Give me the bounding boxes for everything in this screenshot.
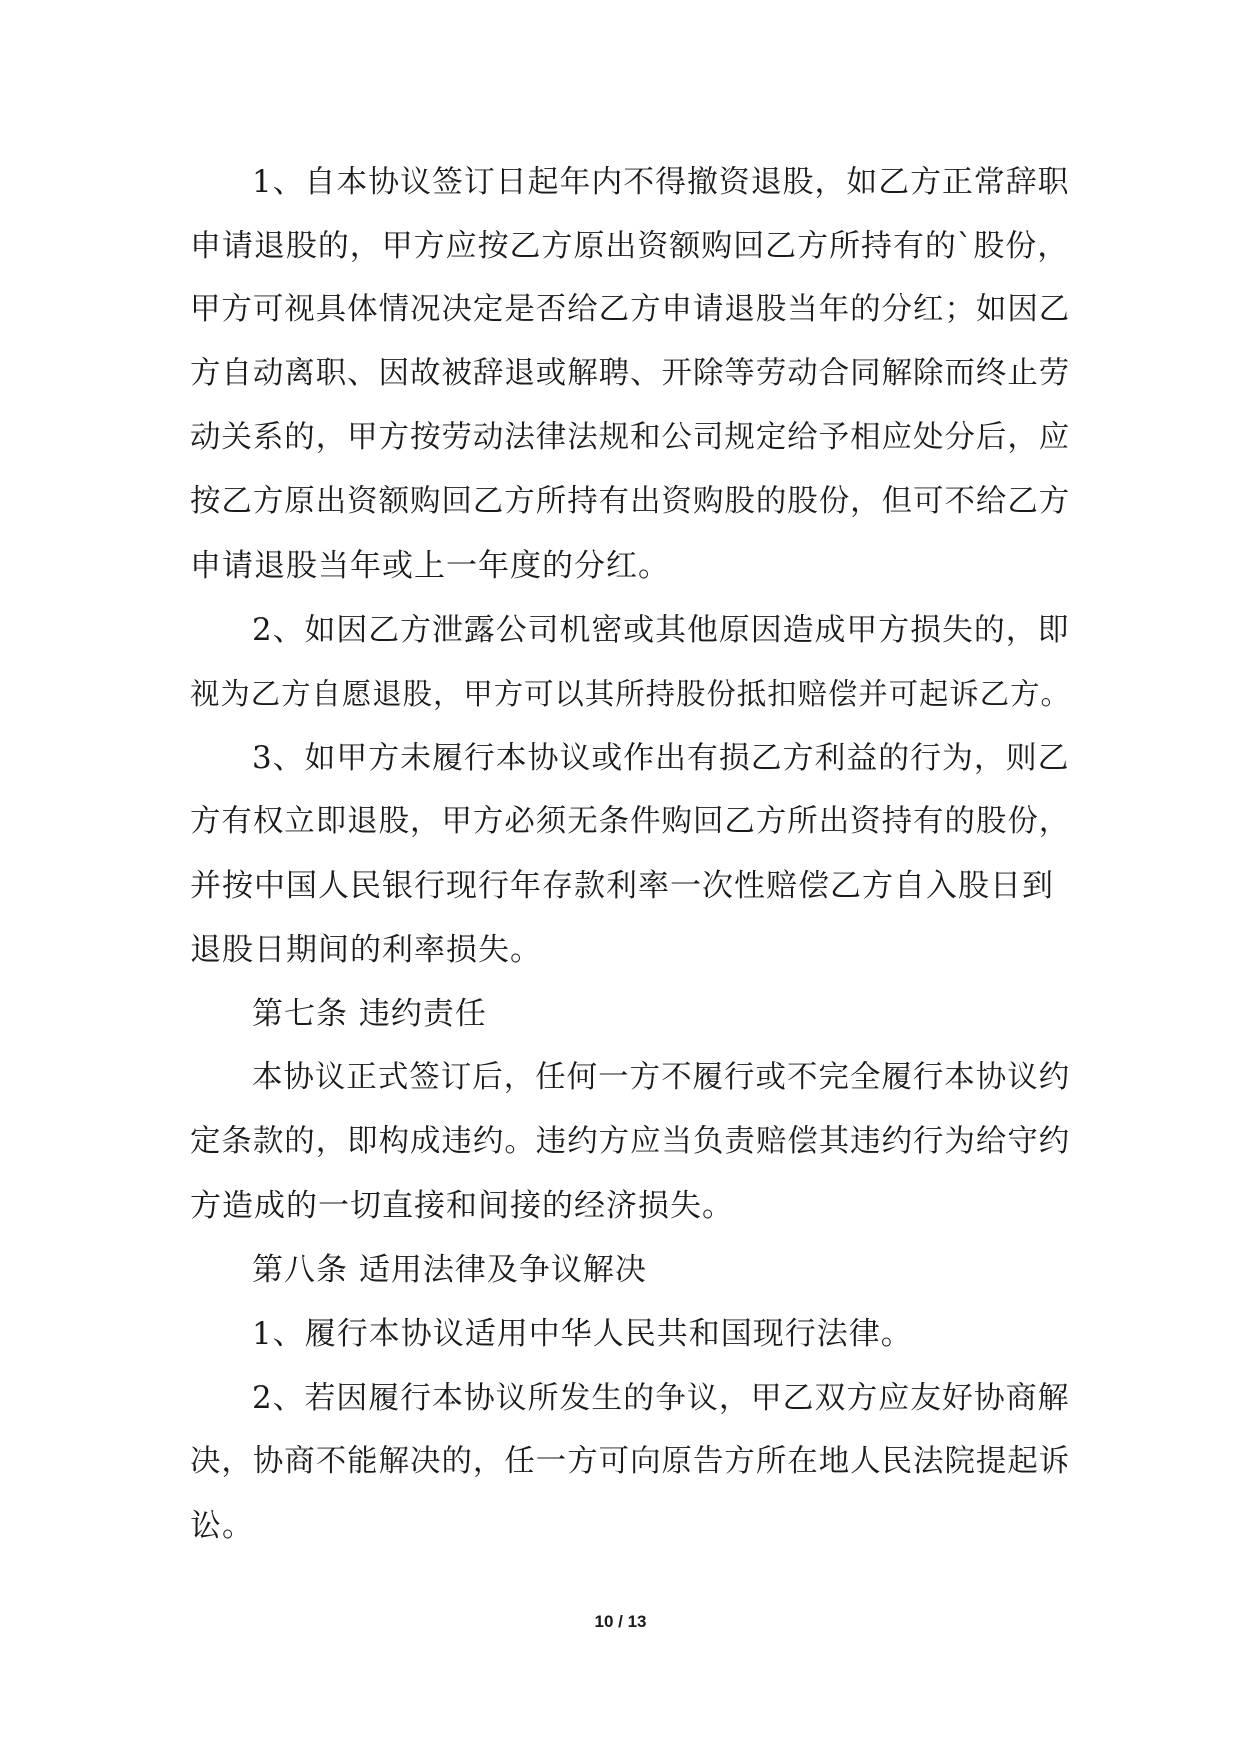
page-number: 10 / 13 — [594, 1612, 647, 1631]
text-line: 定条款的，即构成违约。违约方应当负责赔偿其违约行为给守约 — [190, 1124, 1071, 1159]
text-line: 2、若因履行本协议所发生的争议，甲乙双方应友好协商解 — [252, 1380, 1070, 1416]
text-line: 方有权立即退股，甲方必须无条件购回乙方所出资持有的股份， — [190, 804, 1071, 839]
text-line: 本协议正式签订后，任何一方不履行或不完全履行本协议约 — [252, 1060, 1071, 1095]
text-line: 视为乙方自愿退股，甲方可以其所持股份抵扣赔偿并可起诉乙方。 — [190, 677, 1071, 711]
text-line: 方造成的一切直接和间接的经济损失。 — [190, 1188, 734, 1224]
text-line: 退股日期间的利率损失。 — [190, 932, 542, 968]
text-line: 并按中国人民银行现行年存款利率一次性赔偿乙方自入股日到 — [190, 868, 1054, 904]
section-heading: 第八条 适用法律及争议解决 — [252, 1252, 647, 1288]
text-line: 3、如甲方未履行本协议或作出有损乙方利益的行为，则乙 — [252, 740, 1070, 776]
document-body — [190, 150, 1070, 1558]
text-line: 1、自本协议签订日起年内不得撤资退股，如乙方正常辞职 — [252, 164, 1070, 200]
text-line: 2、如因乙方泄露公司机密或其他原因造成甲方损失的，即 — [252, 612, 1070, 648]
text-line: 按乙方原出资额购回乙方所持有出资购股的股份，但可不给乙方 — [190, 484, 1071, 519]
text-line: 动关系的，甲方按劳动法律法规和公司规定给予相应处分后，应 — [190, 420, 1071, 455]
text-line: 甲方可视具体情况决定是否给乙方申请退股当年的分红；如因乙 — [190, 292, 1071, 327]
section-heading: 第七条 违约责任 — [252, 996, 487, 1032]
text-line: 1、履行本协议适用中华人民共和国现行法律。 — [252, 1316, 913, 1352]
text-line: 方自动离职、因故被辞退或解聘、开除等劳动合同解除而终止劳 — [190, 356, 1071, 391]
text-line: 申请退股的，甲方应按乙方原出资额购回乙方所持有的`股份， — [190, 228, 1070, 264]
text-line: 决，协商不能解决的，任一方可向原告方所在地人民法院提起诉 — [190, 1444, 1071, 1479]
text-line: 申请退股当年或上一年度的分红。 — [190, 548, 670, 584]
text-line: 讼。 — [190, 1508, 254, 1544]
